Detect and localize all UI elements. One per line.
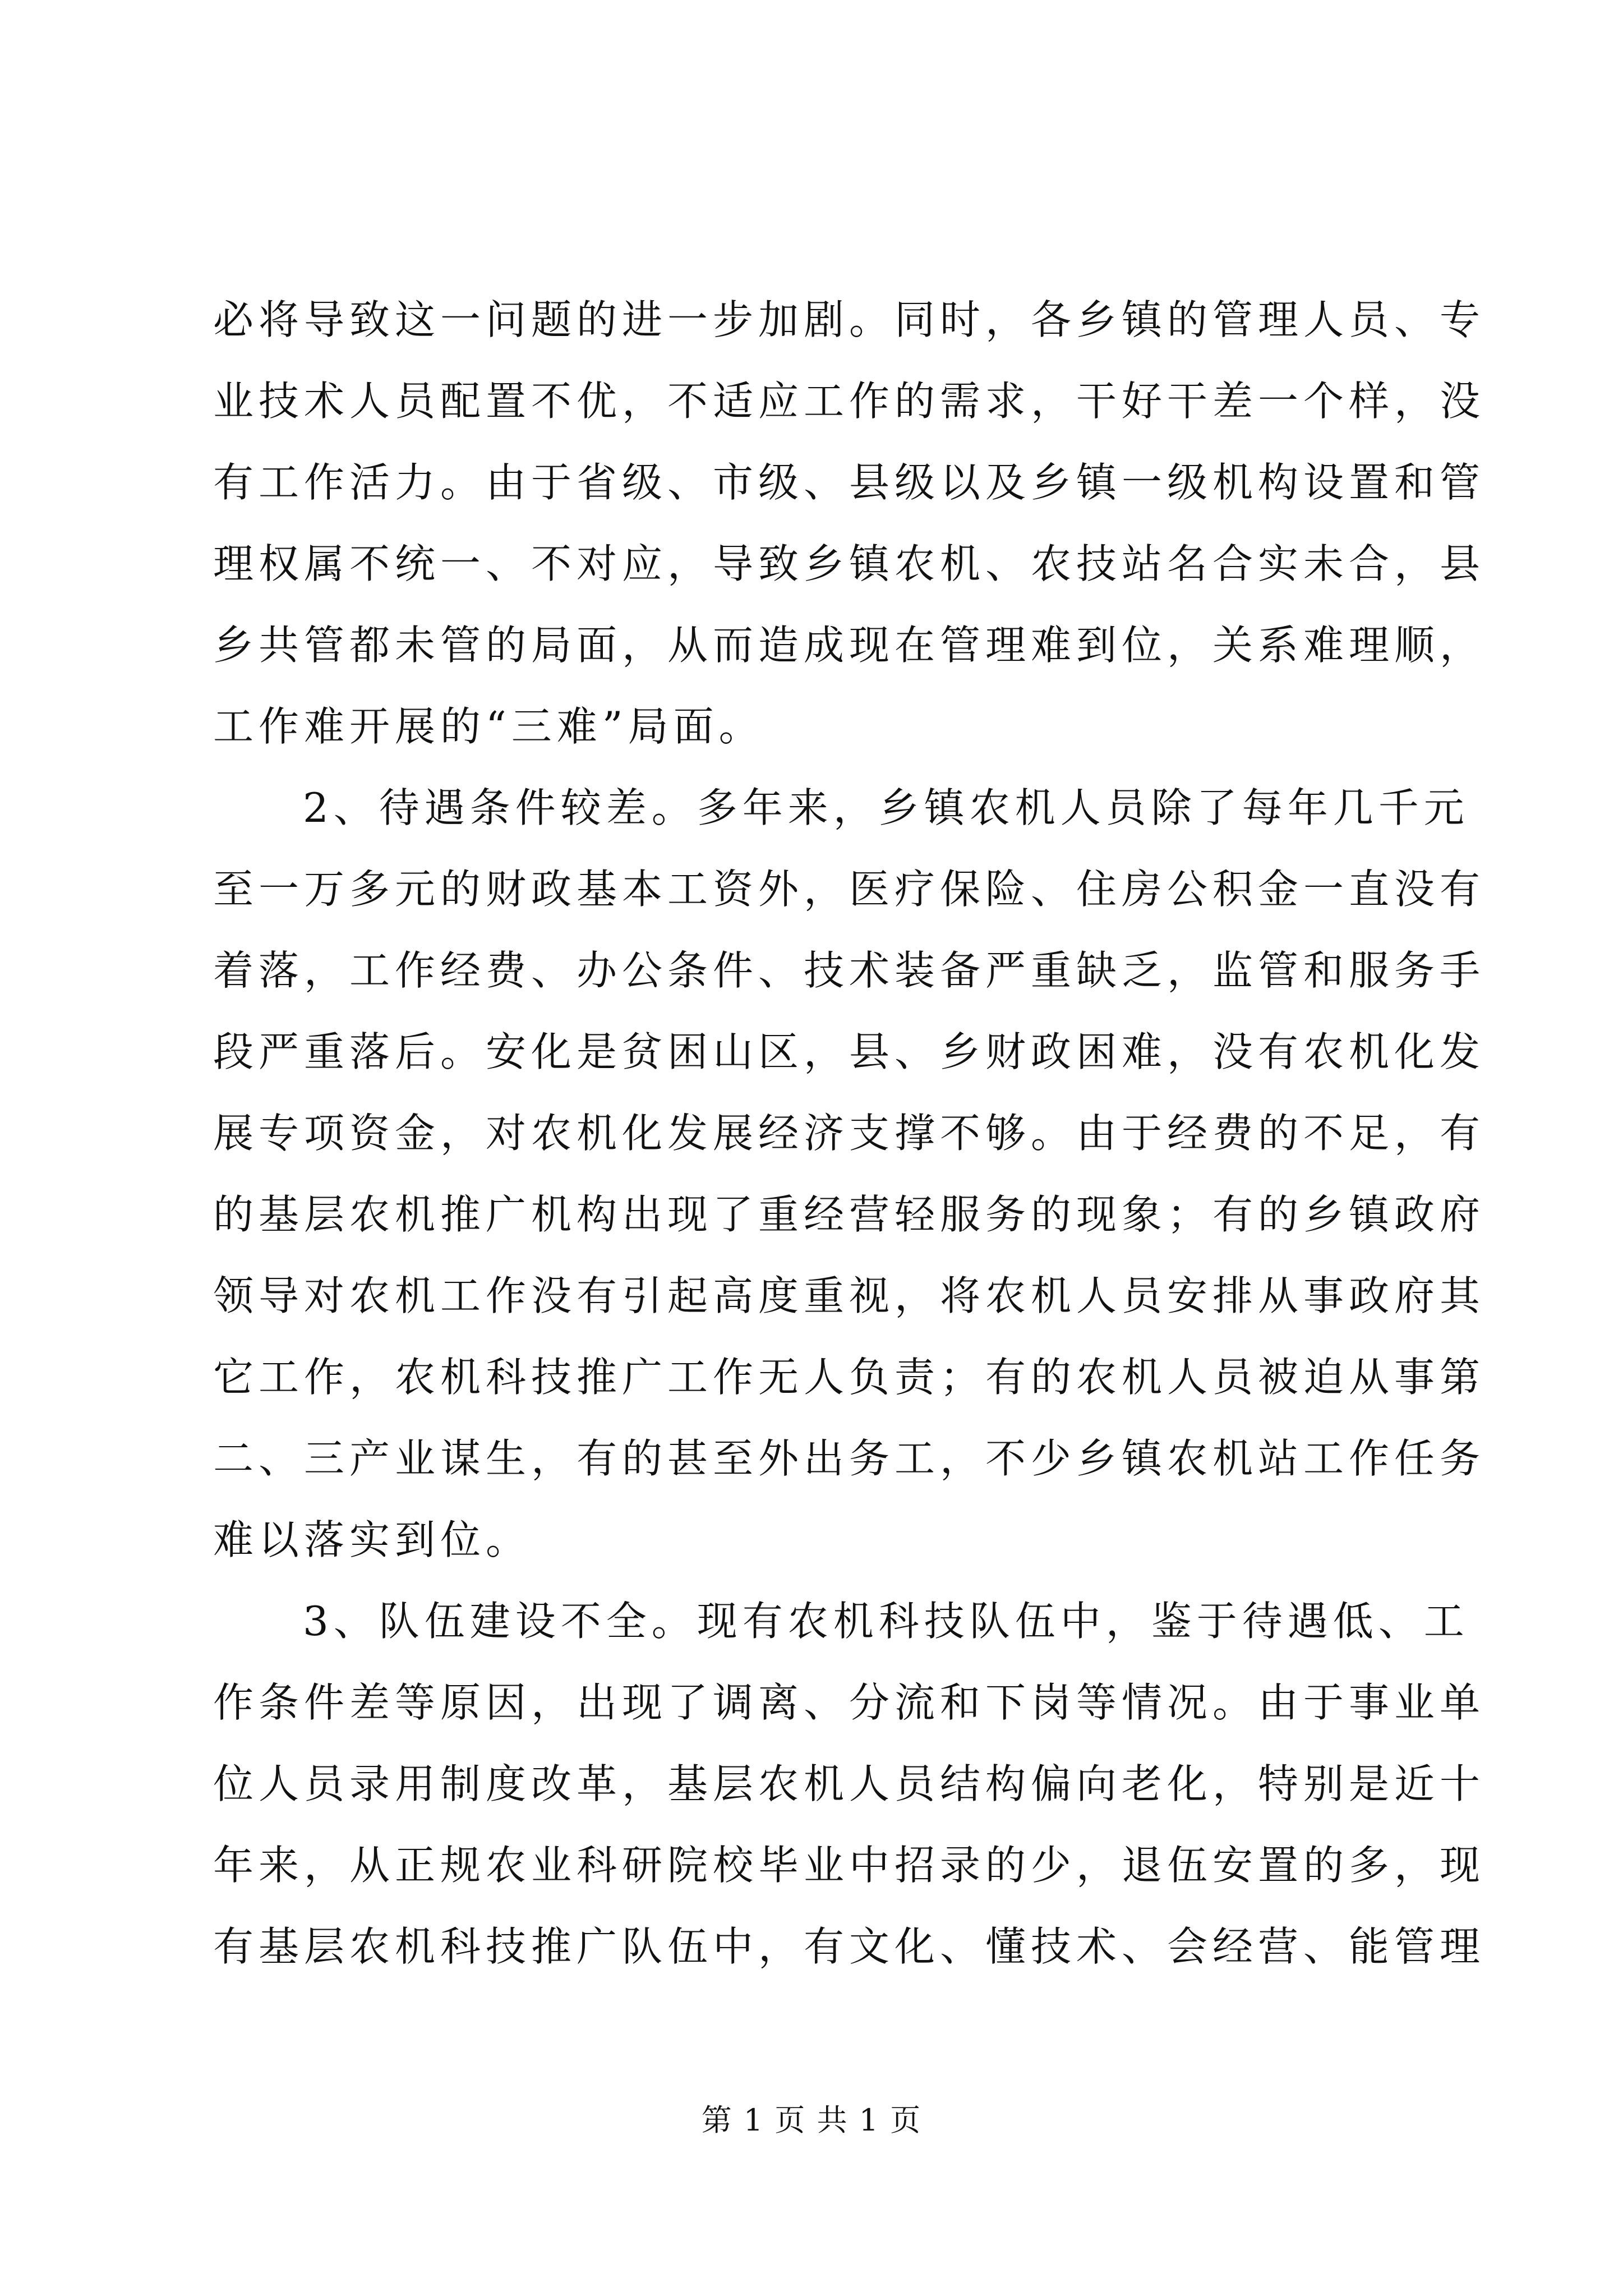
page-footer: 第 1 页 共 1 页 — [701, 2102, 922, 2138]
text-line: 业技术人员配置不优，不适应工作的需求，干好干差一个样，没 — [213, 378, 1486, 425]
text-line: 着落，工作经费、办公条件、技术装备严重缺乏，监管和服务手 — [213, 947, 1486, 994]
text-line: 乡共管都未管的局面，从而造成现在管理难到位，关系难理顺， — [213, 622, 1486, 669]
text-line: 位人员录用制度改革，基层农机人员结构偏向老化，特别是近十 — [213, 1760, 1486, 1807]
text-line: 的基层农机推广机构出现了重经营轻服务的现象；有的乡镇政府 — [213, 1191, 1486, 1238]
text-line: 有基层农机科技推广队伍中，有文化、懂技术、会经营、能管理 — [213, 1923, 1486, 1970]
text-line: 必将导致这一问题的进一步加剧。同时，各乡镇的管理人员、专 — [213, 296, 1486, 343]
text-line: 理权属不统一、不对应，导致乡镇农机、农技站名合实未合，县 — [213, 540, 1486, 587]
text-line: 它工作，农机科技推广工作无人负责；有的农机人员被迫从事第 — [213, 1354, 1486, 1401]
text-line: 二、三产业谋生，有的甚至外出务工，不少乡镇农机站工作任务 — [213, 1435, 1486, 1482]
text-line: 领导对农机工作没有引起高度重视，将农机人员安排从事政府其 — [213, 1272, 1486, 1319]
text-line: 展专项资金，对农机化发展经济支撑不够。由于经费的不足，有 — [213, 1110, 1486, 1157]
paragraph-start-line: 3、队伍建设不全。现有农机科技队伍中，鉴于待遇低、工 — [303, 1598, 1469, 1645]
text-line: 段严重落后。安化是贫困山区，县、乡财政困难，没有农机化发 — [213, 1028, 1486, 1075]
text-line: 年来，从正规农业科研院校毕业中招录的少，退伍安置的多，现 — [213, 1842, 1486, 1889]
text-line: 作条件差等原因，出现了调离、分流和下岗等情况。由于事业单 — [213, 1679, 1486, 1726]
paragraph-start-line: 2、待遇条件较差。多年来，乡镇农机人员除了每年几千元 — [303, 784, 1469, 831]
text-line: 难以落实到位。 — [213, 1516, 532, 1563]
text-line: 有工作活力。由于省级、市级、县级以及乡镇一级机构设置和管 — [213, 459, 1486, 506]
text-line: 至一万多元的财政基本工资外，医疗保险、住房公积金一直没有 — [213, 866, 1486, 913]
text-line: 工作难开展的“三难”局面。 — [213, 703, 764, 750]
